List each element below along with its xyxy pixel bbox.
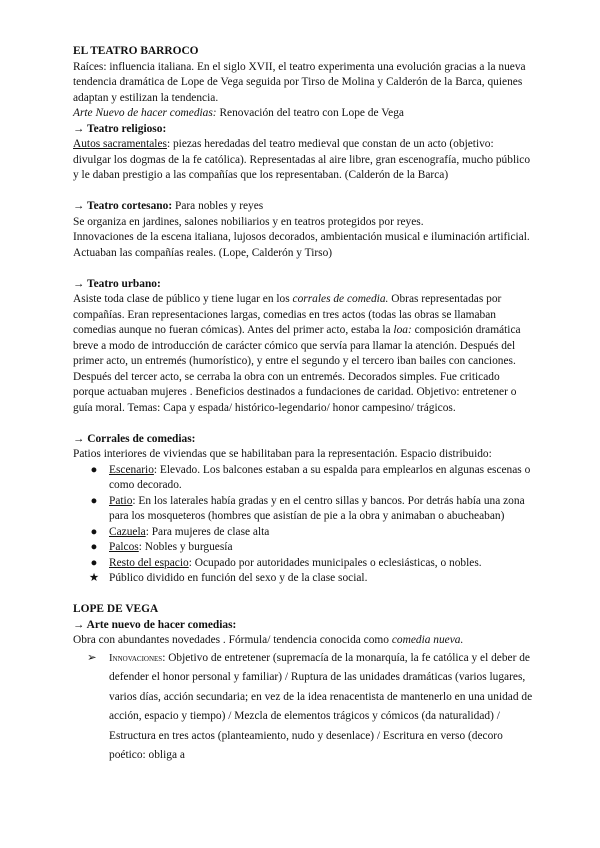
cortesano-heading-line: [73, 199, 533, 215]
arrow-bullet-icon: ➢: [87, 651, 97, 664]
item-text: : Para mujeres de clase alta: [145, 525, 270, 538]
lope-title: LOPE DE VEGA: [73, 603, 159, 615]
star-icon: ★: [88, 572, 100, 584]
item-label: Cazuela: [109, 525, 146, 538]
item-text: : Ocupado por autoridades municipales o eclesiásticas, o nobles.: [188, 556, 482, 569]
list-item: [73, 556, 533, 572]
urbano-text-1: Asiste toda clase de público y tiene lugar en los: [73, 293, 293, 305]
innovaciones-item: [73, 649, 533, 766]
autos-text: : piezas heredadas del teatro medieval que constan de un acto (objetivo: divulgar los dogmas de la fe católica). Representadas al aire libre, gran escenografía, mucho público y le daban prestigio a las compañías que los representaban. (Calderón de la Barca): [73, 138, 531, 181]
list-item: [73, 571, 533, 587]
cortesano-heading: → Teatro cortesano:: [73, 200, 173, 212]
religioso-paragraph: [73, 137, 533, 184]
religioso-heading: → Teatro religioso:: [73, 122, 167, 135]
item-label: Resto del espacio: [109, 556, 189, 569]
item-label: Patio: [109, 494, 133, 507]
lope-heading: → Arte nuevo de hacer comedias:: [73, 618, 237, 631]
corrales-heading: → Corrales de comedias:: [73, 432, 196, 445]
bullet-icon: ●: [90, 556, 98, 569]
list-item: [73, 463, 533, 494]
raices-paragraph: Raíces: influencia italiana. En el siglo XVII, el teatro experimenta una evolución gracias a la nueva tendencia dramática de Lope de Vega seguida por Tirso de Molina y Calderón de la Barca, quienes adaptan y estilizan la tendencia.: [73, 60, 526, 104]
urbano-text-2: Obras representadas por compañías. Eran representaciones largas, comedias en tres actos (todas las obras se llamaban comedias aunque no fueran cómicas). Antes del primer acto, estaba la: [73, 293, 502, 336]
autos-label: Autos sacramentales: [73, 138, 167, 150]
urbano-heading: → Teatro urbano:: [73, 277, 161, 290]
innovaciones-label: Innovaciones: [109, 652, 163, 664]
page-title: EL TEATRO BARROCO: [73, 45, 199, 57]
urbano-text-3: composición dramática breve a modo de introducción de carácter cómico que servía para llamar la atención. Después del primer acto, un entremés (humorístico), y entre el segundo y el tercero iban bailes con canciones. Después del tercer acto, se cerraba la obra con un entremés. Decorados simples. Fue criticado porque actuaban mujeres . Beneficios destinados a fundaciones de caridad. Objetivo: entretener o guía moral. Temas: Capa y espada/ histórico-legendario/ honor campesino/ trágicos.: [73, 324, 521, 414]
cortesano-subtitle: Para nobles y reyes: [172, 200, 264, 212]
item-text: : Nobles y burguesía: [138, 541, 233, 553]
cortesano-line2: Innovaciones de la escena italiana, lujosos decorados, ambientación musical e iluminación artificial. Actuaban las compañías reales. (Lope, Calderón y Tirso): [73, 231, 530, 259]
item-text: : Elevado. Los balcones estaban a su espalda para emplearlos en algunas escenas o como decorado.: [109, 463, 531, 491]
item-label: Escenario: [109, 463, 154, 476]
urbano-paragraph: [73, 292, 533, 416]
loa-term: loa:: [393, 324, 412, 336]
list-item: [73, 525, 533, 541]
bullet-icon: ●: [90, 525, 98, 538]
list-item: [73, 540, 533, 556]
list-item: [73, 494, 533, 525]
document-page: [73, 44, 533, 766]
item-label: Palcos: [109, 541, 139, 553]
arte-nuevo-text: Renovación del teatro con Lope de Vega: [216, 107, 404, 119]
corrales-intro: Patios interiores de viviendas que se habilitaban para la representación. Espacio distribuido:: [73, 448, 492, 460]
item-text: : En los laterales había gradas y en el centro sillas y bancos. Por detrás había una zona para los mosqueteros (hombres que asistían de pie a la obra y animaban o abucheaban): [109, 494, 525, 522]
lope-intro: [73, 633, 533, 649]
comedia-nueva-term: comedia nueva.: [391, 634, 464, 646]
bullet-icon: ●: [90, 494, 98, 507]
corrales-list: [73, 463, 533, 587]
corrales-term: corrales de comedia.: [292, 293, 389, 305]
bullet-icon: ●: [90, 541, 98, 553]
cortesano-line1: Se organiza en jardines, salones nobiliarios y en teatros protegidos por reyes.: [73, 215, 424, 228]
item-text: Público dividido en función del sexo y de la clase social.: [109, 572, 368, 584]
arte-nuevo-line: [73, 106, 533, 122]
innovaciones-text: : Objetivo de entretener (supremacía de la monarquía, la fe católica y el deber de defender el honor personal y familiar) / Ruptura de las unidades dramáticas (varios lugares, varios días, acción secundaria; en vez de la idea renacentista de mantenerlo en una unidad de acción, espacio y tiempo) / Mezcla de elementos trágicos y cómicos (da naturalidad) / Estructura en tres actos (planteamiento, nudo y desenlace) / Escritura en verso (decoro poético: obliga a: [109, 651, 533, 761]
lope-intro-text: Obra con abundantes novedades . Fórmula/ tendencia conocida como: [73, 634, 392, 646]
arte-nuevo-title: Arte Nuevo de hacer comedias:: [73, 107, 217, 119]
bullet-icon: ●: [90, 463, 98, 476]
